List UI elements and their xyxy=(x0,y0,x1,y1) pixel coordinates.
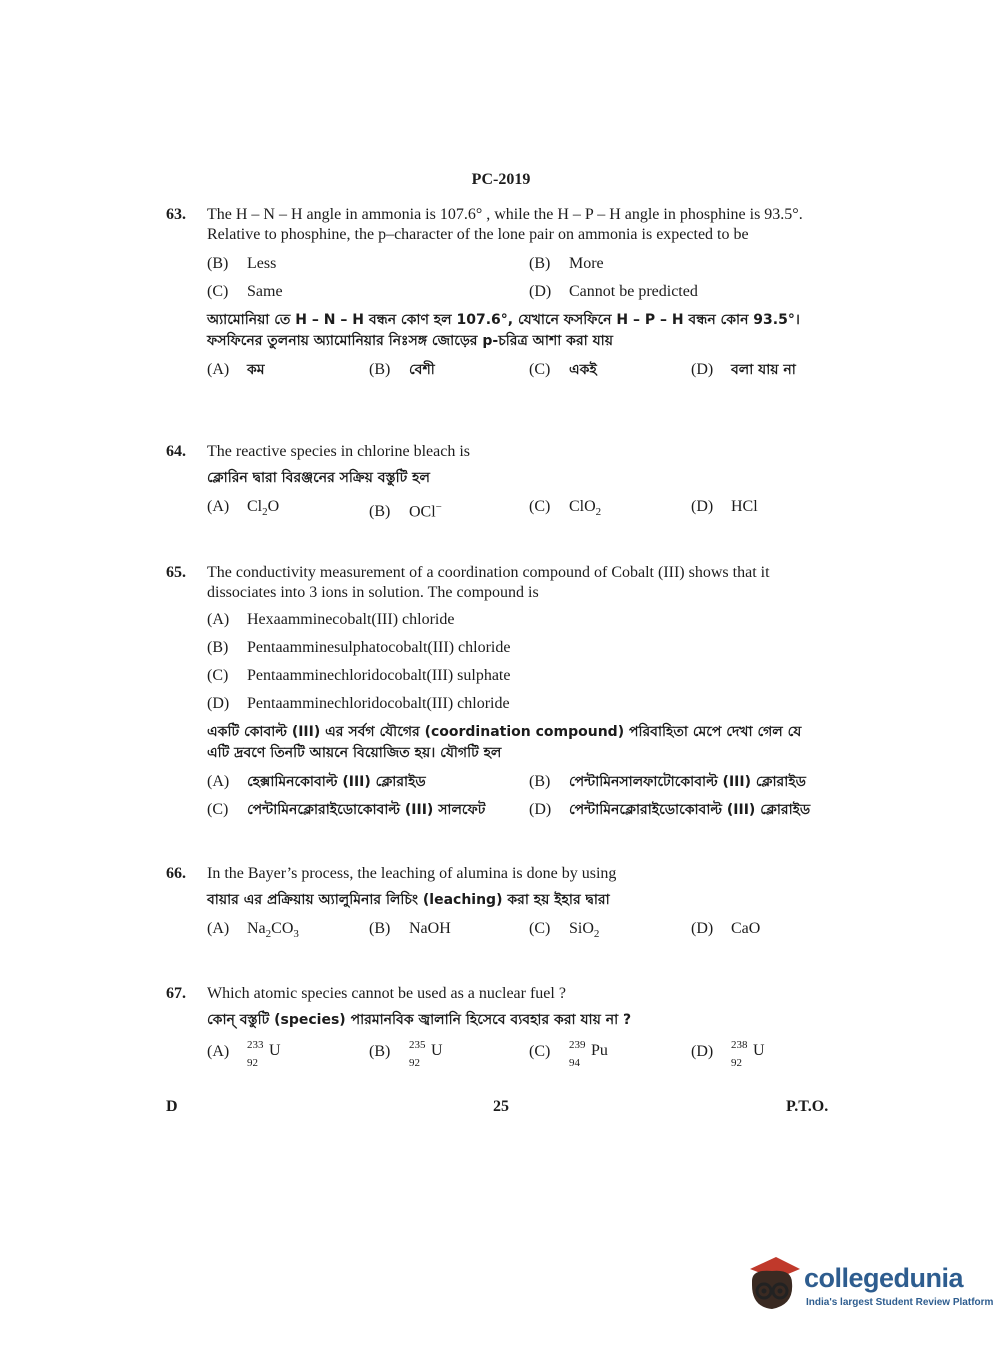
question-text: The reactive species in chlorine bleach is xyxy=(207,443,470,460)
option: (C) SiO$_2$ xyxy=(529,920,600,941)
option: (B) পেন্টামিনসালফাটোকোবাল্ট (III) ক্লোরাইড xyxy=(529,773,806,790)
option: (D) পেন্টামিনক্লোরাইডোকোবাল্ট (III) ক্লোরাইড xyxy=(529,801,811,818)
option: (C) 239 94 Pu xyxy=(529,1039,608,1069)
option: (B) Less xyxy=(207,255,277,272)
question-64 xyxy=(166,442,826,525)
footer-pto: P.T.O. xyxy=(786,1098,829,1115)
option: (A) 233 92 U xyxy=(207,1037,287,1067)
question-63 xyxy=(166,205,826,388)
nuclide: 235 92 U xyxy=(409,1039,443,1069)
question-number: 63. xyxy=(166,206,186,223)
option: (B) More xyxy=(529,255,604,272)
nuclide: 233 92 U xyxy=(247,1039,281,1069)
question-66 xyxy=(166,864,826,947)
question-number: 64. xyxy=(166,443,186,460)
footer-booklet-code: D xyxy=(166,1098,178,1115)
bengali-question-text: ক্লোরিন দ্বারা বিরঞ্জনের সক্রিয় বস্তুটি হল xyxy=(207,470,430,486)
options-row xyxy=(207,282,826,310)
option: (C) ClO$_2$ xyxy=(529,498,602,519)
option: (D) CaO xyxy=(691,920,761,937)
option: (A) কম xyxy=(207,361,265,378)
question-text: The H – N – H angle in ammonia is 107.6° , while the H – P – H angle in phosphine is 93.5°. Relative to phosphine, the p–character of the lone pair on ammonia is expected to be xyxy=(207,206,803,243)
option: (C) Same xyxy=(207,283,283,300)
collegedunia-logo[interactable] xyxy=(742,1255,994,1325)
option: (B) 235 92 U xyxy=(369,1037,449,1067)
question-text: The conductivity measurement of a coordination compound of Cobalt (III) shows that it dissociates into 3 ions in solution. The compound is xyxy=(207,564,770,601)
question-text: In the Bayer’s process, the leaching of alumina is done by using xyxy=(207,865,617,882)
option: (C) Pentaamminechloridocobalt(III) sulphate xyxy=(207,667,511,684)
footer-page-number: 25 xyxy=(493,1098,509,1115)
option: (A) $Cl_2O$ xyxy=(207,498,280,519)
option: (A) $Na_2CO_3$ xyxy=(207,920,299,941)
option: (C) একই xyxy=(529,361,597,378)
option: (A) হেক্সামিনকোবাল্ট (III) ক্লোরাইড xyxy=(207,773,426,790)
options-row xyxy=(207,254,826,282)
option: (C) পেন্টামিনক্লোরাইডোকোবাল্ট (III) সালফেট xyxy=(207,801,486,818)
question-67 xyxy=(166,984,826,1071)
option: (D) বলা যায় না xyxy=(691,361,796,378)
option: (B) Pentaamminesulphatocobalt(III) chloride xyxy=(207,639,511,656)
options-row xyxy=(207,497,826,525)
options-row xyxy=(207,1037,826,1071)
bengali-options-row xyxy=(207,360,826,388)
question-number: 66. xyxy=(166,865,186,882)
logo-tagline: India's largest Student Review Platform xyxy=(806,1297,994,1308)
option: (B) বেশী xyxy=(369,361,435,378)
option: (B) OCl− xyxy=(369,501,442,521)
mascot-icon xyxy=(742,1255,802,1325)
option: (A) Hexaamminecobalt(III) chloride xyxy=(207,611,455,628)
bengali-question-text: একটি কোবাল্ট (III) এর সর্বগ যৌগের (coordination compound) পরিবাহিতা মেপে দেখা গেল যে এটি দ্রবণে তিনটি আয়নে বিয়োজিত হয়। যৌগটি হল xyxy=(207,724,802,761)
paper-code-header: PC-2019 xyxy=(471,171,531,188)
bengali-question-text: বায়ার এর প্রক্রিয়ায় অ্যালুমিনার লিচিং (leaching) করা হয় ইহার দ্বারা xyxy=(207,892,610,908)
bengali-question-text: অ্যামোনিয়া তে H – N – H বন্ধন কোণ হল 107.6°, যেখানে ফসফিনে H – P – H বন্ধন কোন 93.5°। ফসফিনের তুলনায় অ্যামোনিয়ার নিঃসঙ্গ জোড়ের p-চরিত্র আশা করা যায় xyxy=(207,312,800,349)
option: (D) Cannot be predicted xyxy=(529,283,698,300)
nuclide: 238 92 U xyxy=(731,1039,765,1069)
question-number: 67. xyxy=(166,985,186,1002)
option: (D) HCl xyxy=(691,498,758,515)
question-65 xyxy=(166,563,826,828)
bengali-question-text: কোন্ বস্তুটি (species) পারমানবিক জ্বালানি হিসেবে ব্যবহার করা যায় না ? xyxy=(207,1012,632,1028)
logo-wordmark: collegedunia xyxy=(804,1263,964,1293)
option: (B) NaOH xyxy=(369,920,451,937)
question-number: 65. xyxy=(166,564,186,581)
question-text: Which atomic species cannot be used as a nuclear fuel ? xyxy=(207,985,566,1002)
nuclide: 239 94 Pu xyxy=(569,1039,608,1069)
options-row xyxy=(207,919,826,947)
bengali-options-row xyxy=(207,800,826,828)
option: (D) Pentaamminechloridocobalt(III) chloride xyxy=(207,695,510,712)
option: (D) 238 92 U xyxy=(691,1037,771,1067)
bengali-options-row xyxy=(207,772,826,800)
